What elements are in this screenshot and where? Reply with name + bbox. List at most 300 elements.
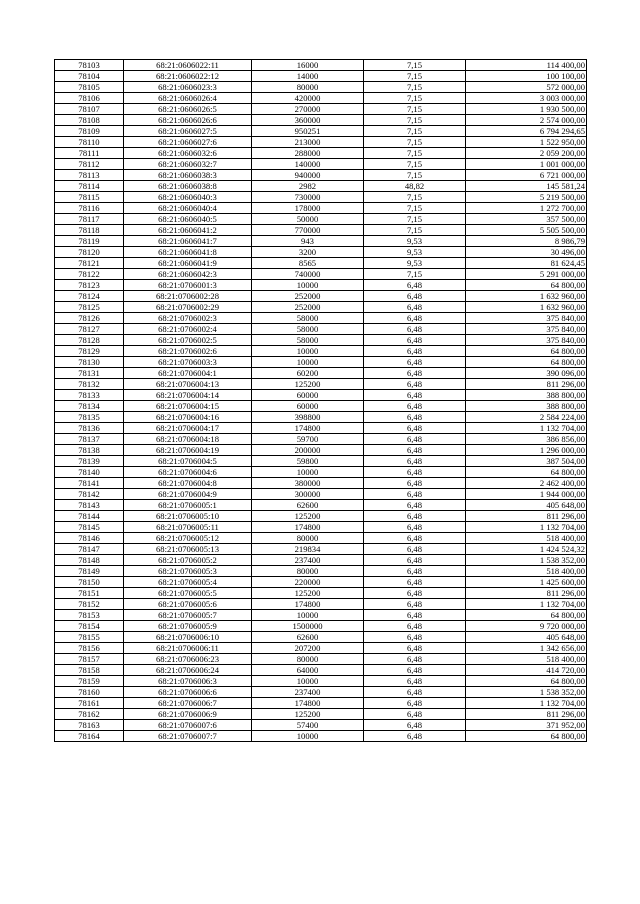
record-number-cell: 78150 [55, 577, 124, 588]
area-cell: 770000 [252, 225, 364, 236]
record-number-cell: 78116 [55, 203, 124, 214]
record-number-cell: 78153 [55, 610, 124, 621]
cadastral-number-cell: 68:21:0706005:4 [124, 577, 252, 588]
cadastral-number-cell: 68:21:0706004:18 [124, 434, 252, 445]
table-row [55, 500, 587, 511]
record-number-cell: 78104 [55, 71, 124, 82]
area-cell: 80000 [252, 82, 364, 93]
area-cell: 58000 [252, 335, 364, 346]
table-row [55, 313, 587, 324]
data-table [54, 59, 587, 742]
area-cell: 943 [252, 236, 364, 247]
rate-cell: 6,48 [364, 566, 466, 577]
rate-cell: 7,15 [364, 214, 466, 225]
table-row [55, 599, 587, 610]
record-number-cell: 78156 [55, 643, 124, 654]
area-cell: 252000 [252, 302, 364, 313]
record-number-cell: 78105 [55, 82, 124, 93]
cadastral-number-cell: 68:21:0706005:6 [124, 599, 252, 610]
table-row [55, 214, 587, 225]
table-row [55, 60, 587, 71]
cadastral-number-cell: 68:21:0706005:3 [124, 566, 252, 577]
cadastral-number-cell: 68:21:0706001:3 [124, 280, 252, 291]
value-cell: 114 400,00 [466, 60, 587, 71]
table-row [55, 412, 587, 423]
area-cell: 1500000 [252, 621, 364, 632]
area-cell: 58000 [252, 313, 364, 324]
cadastral-number-cell: 68:21:0606041:7 [124, 236, 252, 247]
area-cell: 10000 [252, 467, 364, 478]
area-cell: 62600 [252, 500, 364, 511]
record-number-cell: 78124 [55, 291, 124, 302]
cadastral-number-cell: 68:21:0606022:12 [124, 71, 252, 82]
cadastral-number-cell: 68:21:0706005:7 [124, 610, 252, 621]
cadastral-number-cell: 68:21:0706004:19 [124, 445, 252, 456]
table-row [55, 225, 587, 236]
record-number-cell: 78122 [55, 269, 124, 280]
rate-cell: 7,15 [364, 137, 466, 148]
area-cell: 740000 [252, 269, 364, 280]
value-cell: 5 219 500,00 [466, 192, 587, 203]
cadastral-number-cell: 68:21:0706004:13 [124, 379, 252, 390]
record-number-cell: 78155 [55, 632, 124, 643]
value-cell: 2 462 400,00 [466, 478, 587, 489]
rate-cell: 7,15 [364, 60, 466, 71]
cadastral-number-cell: 68:21:0706004:15 [124, 401, 252, 412]
cadastral-number-cell: 68:21:0606041:9 [124, 258, 252, 269]
value-cell: 5 291 000,00 [466, 269, 587, 280]
record-number-cell: 78149 [55, 566, 124, 577]
area-cell: 174800 [252, 423, 364, 434]
value-cell: 6 794 294,65 [466, 126, 587, 137]
cadastral-number-cell: 68:21:0706005:10 [124, 511, 252, 522]
table-row [55, 577, 587, 588]
area-cell: 219834 [252, 544, 364, 555]
rate-cell: 6,48 [364, 302, 466, 313]
value-cell: 414 720,00 [466, 665, 587, 676]
cadastral-number-cell: 68:21:0706002:4 [124, 324, 252, 335]
cadastral-number-cell: 68:21:0606040:3 [124, 192, 252, 203]
record-number-cell: 78163 [55, 720, 124, 731]
area-cell: 10000 [252, 731, 364, 742]
rate-cell: 6,48 [364, 665, 466, 676]
area-cell: 213000 [252, 137, 364, 148]
area-cell: 10000 [252, 280, 364, 291]
area-cell: 80000 [252, 533, 364, 544]
cadastral-number-cell: 68:21:0606022:11 [124, 60, 252, 71]
table-row [55, 82, 587, 93]
rate-cell: 6,48 [364, 346, 466, 357]
record-number-cell: 78157 [55, 654, 124, 665]
rate-cell: 6,48 [364, 643, 466, 654]
rate-cell: 6,48 [364, 709, 466, 720]
record-number-cell: 78146 [55, 533, 124, 544]
value-cell: 1 424 524,32 [466, 544, 587, 555]
table-row [55, 643, 587, 654]
rate-cell: 7,15 [364, 192, 466, 203]
rate-cell: 6,48 [364, 456, 466, 467]
table-row [55, 665, 587, 676]
table-row [55, 720, 587, 731]
value-cell: 388 800,00 [466, 390, 587, 401]
area-cell: 178000 [252, 203, 364, 214]
table-row [55, 368, 587, 379]
table-row [55, 181, 587, 192]
area-cell: 398800 [252, 412, 364, 423]
value-cell: 1 132 704,00 [466, 698, 587, 709]
value-cell: 1 944 000,00 [466, 489, 587, 500]
table-row [55, 456, 587, 467]
record-number-cell: 78160 [55, 687, 124, 698]
area-cell: 59800 [252, 456, 364, 467]
cadastral-number-cell: 68:21:0706002:3 [124, 313, 252, 324]
area-cell: 60000 [252, 390, 364, 401]
cadastral-number-cell: 68:21:0706006:7 [124, 698, 252, 709]
rate-cell: 6,48 [364, 599, 466, 610]
value-cell: 1 522 950,00 [466, 137, 587, 148]
cadastral-number-cell: 68:21:0606027:6 [124, 137, 252, 148]
area-cell: 3200 [252, 247, 364, 258]
area-cell: 10000 [252, 610, 364, 621]
cadastral-number-cell: 68:21:0606041:2 [124, 225, 252, 236]
cadastral-number-cell: 68:21:0706004:9 [124, 489, 252, 500]
table-row [55, 280, 587, 291]
record-number-cell: 78144 [55, 511, 124, 522]
cadastral-number-cell: 68:21:0706007:6 [124, 720, 252, 731]
rate-cell: 7,15 [364, 115, 466, 126]
table-row [55, 434, 587, 445]
table-row [55, 401, 587, 412]
area-cell: 200000 [252, 445, 364, 456]
table-row [55, 236, 587, 247]
table-row [55, 203, 587, 214]
area-cell: 237400 [252, 687, 364, 698]
rate-cell: 9,53 [364, 236, 466, 247]
cadastral-number-cell: 68:21:0606026:6 [124, 115, 252, 126]
rate-cell: 6,48 [364, 522, 466, 533]
rate-cell: 6,48 [364, 555, 466, 566]
record-number-cell: 78162 [55, 709, 124, 720]
table-row [55, 566, 587, 577]
rate-cell: 6,48 [364, 610, 466, 621]
record-number-cell: 78127 [55, 324, 124, 335]
record-number-cell: 78133 [55, 390, 124, 401]
record-number-cell: 78125 [55, 302, 124, 313]
value-cell: 81 624,45 [466, 258, 587, 269]
value-cell: 1 930 500,00 [466, 104, 587, 115]
area-cell: 125200 [252, 709, 364, 720]
rate-cell: 6,48 [364, 544, 466, 555]
value-cell: 145 581,24 [466, 181, 587, 192]
record-number-cell: 78134 [55, 401, 124, 412]
value-cell: 64 800,00 [466, 357, 587, 368]
table-row [55, 445, 587, 456]
area-cell: 125200 [252, 511, 364, 522]
area-cell: 60000 [252, 401, 364, 412]
area-cell: 14000 [252, 71, 364, 82]
area-cell: 125200 [252, 588, 364, 599]
table-row [55, 247, 587, 258]
value-cell: 375 840,00 [466, 324, 587, 335]
area-cell: 730000 [252, 192, 364, 203]
cadastral-number-cell: 68:21:0706005:9 [124, 621, 252, 632]
area-cell: 220000 [252, 577, 364, 588]
value-cell: 386 856,00 [466, 434, 587, 445]
record-number-cell: 78152 [55, 599, 124, 610]
record-number-cell: 78140 [55, 467, 124, 478]
record-number-cell: 78164 [55, 731, 124, 742]
record-number-cell: 78129 [55, 346, 124, 357]
value-cell: 1 538 352,00 [466, 687, 587, 698]
cadastral-number-cell: 68:21:0706005:1 [124, 500, 252, 511]
rate-cell: 6,48 [364, 379, 466, 390]
area-cell: 50000 [252, 214, 364, 225]
area-cell: 140000 [252, 159, 364, 170]
cadastral-number-cell: 68:21:0706004:5 [124, 456, 252, 467]
rate-cell: 6,48 [364, 280, 466, 291]
cadastral-number-cell: 68:21:0706006:23 [124, 654, 252, 665]
area-cell: 252000 [252, 291, 364, 302]
cadastral-number-cell: 68:21:0706002:29 [124, 302, 252, 313]
cadastral-number-cell: 68:21:0706004:16 [124, 412, 252, 423]
record-number-cell: 78142 [55, 489, 124, 500]
record-number-cell: 78126 [55, 313, 124, 324]
value-cell: 64 800,00 [466, 280, 587, 291]
record-number-cell: 78136 [55, 423, 124, 434]
area-cell: 8565 [252, 258, 364, 269]
cadastral-number-cell: 68:21:0706004:8 [124, 478, 252, 489]
record-number-cell: 78115 [55, 192, 124, 203]
table-row [55, 93, 587, 104]
rate-cell: 6,48 [364, 533, 466, 544]
value-cell: 64 800,00 [466, 676, 587, 687]
cadastral-number-cell: 68:21:0706006:6 [124, 687, 252, 698]
cadastral-number-cell: 68:21:0706005:2 [124, 555, 252, 566]
value-cell: 6 721 000,00 [466, 170, 587, 181]
cadastral-number-cell: 68:21:0706004:6 [124, 467, 252, 478]
area-cell: 360000 [252, 115, 364, 126]
rate-cell: 6,48 [364, 676, 466, 687]
record-number-cell: 78151 [55, 588, 124, 599]
area-cell: 80000 [252, 654, 364, 665]
rate-cell: 6,48 [364, 335, 466, 346]
table-row [55, 137, 587, 148]
table-row [55, 632, 587, 643]
rate-cell: 6,48 [364, 720, 466, 731]
record-number-cell: 78117 [55, 214, 124, 225]
cadastral-number-cell: 68:21:0706007:7 [124, 731, 252, 742]
value-cell: 5 505 500,00 [466, 225, 587, 236]
value-cell: 1 296 000,00 [466, 445, 587, 456]
record-number-cell: 78103 [55, 60, 124, 71]
table-row [55, 302, 587, 313]
area-cell: 80000 [252, 566, 364, 577]
record-number-cell: 78135 [55, 412, 124, 423]
table-row [55, 467, 587, 478]
cadastral-number-cell: 68:21:0706002:6 [124, 346, 252, 357]
rate-cell: 9,53 [364, 258, 466, 269]
rate-cell: 6,48 [364, 368, 466, 379]
cadastral-number-cell: 68:21:0606032:6 [124, 148, 252, 159]
record-number-cell: 78110 [55, 137, 124, 148]
rate-cell: 7,15 [364, 148, 466, 159]
record-number-cell: 78106 [55, 93, 124, 104]
cadastral-number-cell: 68:21:0606041:8 [124, 247, 252, 258]
table-row [55, 115, 587, 126]
value-cell: 1 342 656,00 [466, 643, 587, 654]
value-cell: 371 952,00 [466, 720, 587, 731]
table-row [55, 148, 587, 159]
table-row [55, 709, 587, 720]
table-row [55, 104, 587, 115]
value-cell: 9 720 000,00 [466, 621, 587, 632]
record-number-cell: 78123 [55, 280, 124, 291]
value-cell: 1 001 000,00 [466, 159, 587, 170]
table-row [55, 610, 587, 621]
value-cell: 518 400,00 [466, 566, 587, 577]
table-row [55, 126, 587, 137]
table-row [55, 555, 587, 566]
cadastral-number-cell: 68:21:0706006:11 [124, 643, 252, 654]
record-number-cell: 78161 [55, 698, 124, 709]
record-number-cell: 78111 [55, 148, 124, 159]
rate-cell: 6,48 [364, 698, 466, 709]
table-row [55, 379, 587, 390]
rate-cell: 6,48 [364, 445, 466, 456]
record-number-cell: 78121 [55, 258, 124, 269]
rate-cell: 6,48 [364, 478, 466, 489]
value-cell: 405 648,00 [466, 632, 587, 643]
data-table-body [55, 60, 587, 742]
rate-cell: 6,48 [364, 467, 466, 478]
record-number-cell: 78114 [55, 181, 124, 192]
value-cell: 1 632 960,00 [466, 291, 587, 302]
rate-cell: 6,48 [364, 654, 466, 665]
area-cell: 10000 [252, 676, 364, 687]
area-cell: 2982 [252, 181, 364, 192]
value-cell: 3 003 000,00 [466, 93, 587, 104]
table-row [55, 159, 587, 170]
value-cell: 100 100,00 [466, 71, 587, 82]
table-row [55, 489, 587, 500]
area-cell: 10000 [252, 357, 364, 368]
cadastral-number-cell: 68:21:0606023:3 [124, 82, 252, 93]
record-number-cell: 78141 [55, 478, 124, 489]
value-cell: 375 840,00 [466, 313, 587, 324]
table-row [55, 258, 587, 269]
record-number-cell: 78137 [55, 434, 124, 445]
value-cell: 64 800,00 [466, 467, 587, 478]
rate-cell: 6,48 [364, 390, 466, 401]
value-cell: 518 400,00 [466, 533, 587, 544]
record-number-cell: 78159 [55, 676, 124, 687]
table-row [55, 335, 587, 346]
value-cell: 518 400,00 [466, 654, 587, 665]
record-number-cell: 78147 [55, 544, 124, 555]
record-number-cell: 78143 [55, 500, 124, 511]
cadastral-number-cell: 68:21:0706002:5 [124, 335, 252, 346]
table-row [55, 654, 587, 665]
value-cell: 387 504,00 [466, 456, 587, 467]
rate-cell: 6,48 [364, 434, 466, 445]
area-cell: 174800 [252, 599, 364, 610]
record-number-cell: 78118 [55, 225, 124, 236]
value-cell: 405 648,00 [466, 500, 587, 511]
rate-cell: 6,48 [364, 511, 466, 522]
area-cell: 207200 [252, 643, 364, 654]
rate-cell: 6,48 [364, 500, 466, 511]
table-row [55, 676, 587, 687]
rate-cell: 7,15 [364, 225, 466, 236]
area-cell: 58000 [252, 324, 364, 335]
area-cell: 950251 [252, 126, 364, 137]
area-cell: 288000 [252, 148, 364, 159]
value-cell: 811 296,00 [466, 588, 587, 599]
record-number-cell: 78128 [55, 335, 124, 346]
value-cell: 375 840,00 [466, 335, 587, 346]
record-number-cell: 78108 [55, 115, 124, 126]
area-cell: 16000 [252, 60, 364, 71]
table-row [55, 731, 587, 742]
table-row [55, 544, 587, 555]
rate-cell: 6,48 [364, 632, 466, 643]
value-cell: 1 632 960,00 [466, 302, 587, 313]
table-row [55, 687, 587, 698]
value-cell: 2 574 000,00 [466, 115, 587, 126]
value-cell: 1 425 600,00 [466, 577, 587, 588]
area-cell: 64000 [252, 665, 364, 676]
cadastral-number-cell: 68:21:0706006:3 [124, 676, 252, 687]
cadastral-number-cell: 68:21:0606038:3 [124, 170, 252, 181]
record-number-cell: 78132 [55, 379, 124, 390]
rate-cell: 7,15 [364, 126, 466, 137]
record-number-cell: 78109 [55, 126, 124, 137]
rate-cell: 6,48 [364, 423, 466, 434]
area-cell: 380000 [252, 478, 364, 489]
value-cell: 2 059 200,00 [466, 148, 587, 159]
value-cell: 1 538 352,00 [466, 555, 587, 566]
table-row [55, 621, 587, 632]
cadastral-number-cell: 68:21:0706002:28 [124, 291, 252, 302]
table-row [55, 698, 587, 709]
rate-cell: 7,15 [364, 170, 466, 181]
rate-cell: 48,82 [364, 181, 466, 192]
value-cell: 1 132 704,00 [466, 423, 587, 434]
record-number-cell: 78113 [55, 170, 124, 181]
rate-cell: 6,48 [364, 313, 466, 324]
cadastral-number-cell: 68:21:0706003:3 [124, 357, 252, 368]
rate-cell: 6,48 [364, 731, 466, 742]
table-row [55, 478, 587, 489]
area-cell: 300000 [252, 489, 364, 500]
cadastral-number-cell: 68:21:0706005:5 [124, 588, 252, 599]
record-number-cell: 78138 [55, 445, 124, 456]
table-row [55, 324, 587, 335]
area-cell: 60200 [252, 368, 364, 379]
value-cell: 811 296,00 [466, 709, 587, 720]
value-cell: 64 800,00 [466, 610, 587, 621]
record-number-cell: 78119 [55, 236, 124, 247]
cadastral-number-cell: 68:21:0706005:13 [124, 544, 252, 555]
cadastral-number-cell: 68:21:0706006:10 [124, 632, 252, 643]
area-cell: 59700 [252, 434, 364, 445]
cadastral-number-cell: 68:21:0606042:3 [124, 269, 252, 280]
cadastral-number-cell: 68:21:0706004:1 [124, 368, 252, 379]
cadastral-number-cell: 68:21:0606026:4 [124, 93, 252, 104]
table-row [55, 588, 587, 599]
table-row [55, 533, 587, 544]
value-cell: 811 296,00 [466, 511, 587, 522]
